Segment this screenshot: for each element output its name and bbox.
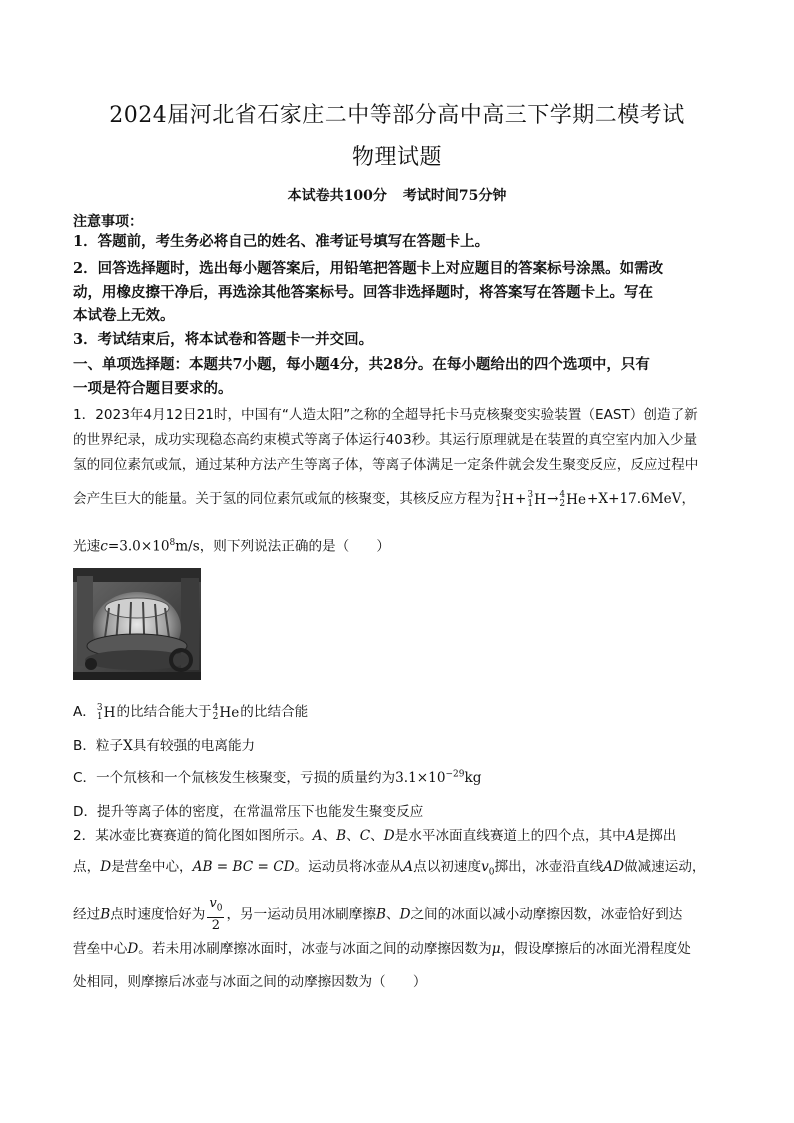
section-heading-cont: 一项是符合题目要求的。 xyxy=(73,380,233,397)
q1-option-a: A． 3 1 H的比结合能大于 4 2 He的比结合能 xyxy=(73,702,309,722)
q2-line-1: 2．某冰壶比赛赛道的简化图如图所示。A、B、C、D是水平冰面直线赛道上的四个点，其中A是掷出 xyxy=(73,828,677,844)
q1-line-4: 会产生巨大的能量。关于氢的同位素氘或氚的核聚变，其核反应方程为 2 1 H+ 3 1 H→ 4 2 He+X+17.6MeV， xyxy=(73,489,696,509)
q1-line-2: 的世界纪录，成功实现稳态高约束模式等离子体运行403秒。其运行原理就是在装置的真空室内加入少量 xyxy=(73,432,698,448)
section-heading: 一、单项选择题：本题共7小题，每小题4分，共28分。在每小题给出的四个选项中，只有 xyxy=(73,356,650,373)
exam-info xyxy=(0,185,794,205)
notice-line-3: 动，用橡皮擦干净后，再选涂其他答案标号。回答非选择题时，将答案写在答题卡上。写在 xyxy=(73,284,653,301)
fraction-v0-over-2: $\frac{v_0}{2}$ xyxy=(209,896,223,933)
q2-line-2: 点，D是营垒中心，AB = BC = CD。运动员将冰壶从A点以初速度$v_0$掷出，冰壶沿直线AD做减速运动， xyxy=(73,859,706,878)
q2-line-3: 经过B点时速度恰好为 $\frac{v_0}{2}$ ，另一运动员用冰刷摩擦B、D之间的冰面以减小动摩擦因数，冰壶恰好到达 xyxy=(73,896,683,933)
q2-line-5: 处相同，则摩擦后冰壶与冰面之间的动摩擦因数为（ ） xyxy=(73,974,427,990)
q2-line-4: 营垒中心D。若未用冰刷摩擦冰面时，冰壶与冰面之间的动摩擦因数为μ，假设摩擦后的冰面光滑程度处 xyxy=(73,941,691,957)
q1-option-d: D．提升等离子体的密度，在常温常压下也能发生聚变反应 xyxy=(73,804,424,820)
notice-heading: 注意事项： xyxy=(73,214,143,230)
nuclear-equation: 2 1 H+ 3 1 H→ 4 2 He+X+17.6MeV， xyxy=(495,489,696,509)
east-device-photo xyxy=(73,568,201,680)
q1-option-c: C．一个氘核和一个氚核发生核聚变，亏损的质量约为$3.1\times 10^{-29}kg$ xyxy=(73,769,482,786)
q1-option-b: B．粒子X具有较强的电离能力 xyxy=(73,738,256,754)
q1-line-3: 氢的同位素氘或氚，通过某种方法产生等离子体，等离子体满足一定条件就会发生聚变反应，反应过程中 xyxy=(73,457,699,473)
notice-line-5: 3．考试结束后，将本试卷和答题卡一并交回。 xyxy=(73,331,374,348)
exam-subtitle: 物理试题 xyxy=(351,145,442,170)
notice-line-2: 2．回答选择题时，选出每小题答案后，用铅笔把答题卡上对应题目的答案标号涂黑。如需改 xyxy=(73,260,664,277)
exam-title: 2024届河北省石家庄二中等部分高中高三下学期二模考试 xyxy=(109,103,685,128)
notice-line-4: 本试卷上无效。 xyxy=(73,307,175,324)
q1-line-5: 光速$c=3.0\times 10^8m/s$，则下列说法正确的是（ ） xyxy=(73,538,391,555)
q1-line-1: 1．2023年4月12日21时，中国有“人造太阳”之称的全超导托卡马克核聚变实验装置（EAST）创造了新 xyxy=(73,407,698,423)
notice-line-1: 1．答题前，考生务必将自己的姓名、准考证号填写在答题卡上。 xyxy=(73,233,490,250)
time-info: 考试时间75分钟 xyxy=(402,188,507,204)
score-info: 本试卷共100分 xyxy=(287,188,387,204)
